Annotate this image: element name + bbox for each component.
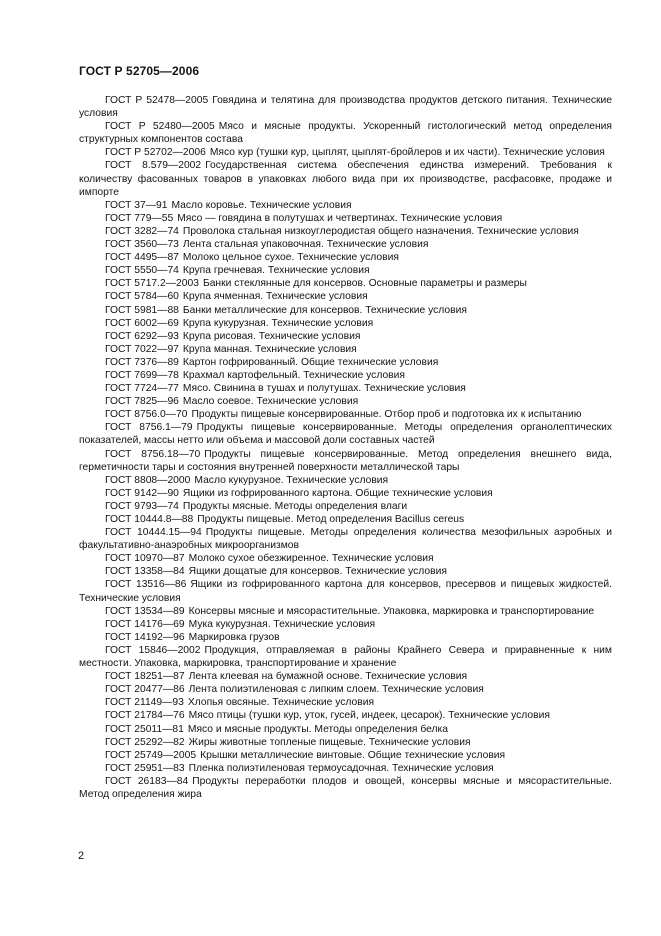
reference-code: ГОСТ 10444.15—94	[105, 527, 202, 539]
reference-item	[79, 723, 612, 736]
reference-title: Масло соевое. Технические условия	[182, 396, 359, 408]
reference-title: Консервы мясные и мясорастительные. Упаковка, маркировка и транспортирование	[188, 605, 595, 617]
reference-item	[79, 670, 612, 683]
reference-item	[79, 369, 612, 382]
reference-title: Банки металлические для консервов. Технические условия	[182, 304, 467, 316]
reference-title: Мясо и мясные продукты. Ускоренный гистологический метод определения структурных компонентов состава	[79, 121, 612, 146]
reference-title: Масло коровье. Технические условия	[171, 199, 352, 211]
reference-code: ГОСТ 10444.8—88	[105, 514, 194, 525]
reference-code: ГОСТ 4495—87	[105, 252, 179, 264]
reference-code: ГОСТ Р 52702—2006	[105, 147, 206, 159]
reference-code: ГОСТ 8756.1—79	[105, 422, 193, 434]
reference-item	[79, 749, 612, 762]
page-number: 2	[78, 850, 85, 862]
reference-item	[79, 238, 612, 251]
reference-title: Масло кукурузное. Технические условия	[194, 474, 389, 486]
reference-code: ГОСТ 21149—93	[105, 697, 184, 709]
reference-item	[79, 212, 612, 225]
reference-code: ГОСТ 5784—60	[105, 291, 179, 303]
reference-item	[79, 762, 612, 775]
reference-item	[79, 487, 612, 500]
reference-title: Продукция, отправляемая в районы Крайнего Севера и приравненные к ним местности. Упаковка, маркировка, транспортирование и хранение	[79, 644, 612, 670]
reference-code: ГОСТ 3560—73	[105, 239, 179, 251]
reference-code: ГОСТ 8756.0—70	[105, 409, 188, 421]
reference-title: Мясо птицы (тушки кур, уток, гусей, индеек, цесарок). Технические условия	[188, 710, 550, 722]
reference-title: Картон гофрированный. Общие технические условия	[182, 356, 439, 368]
reference-item	[79, 474, 612, 487]
reference-code: ГОСТ 25749—2005	[105, 749, 197, 761]
reference-item	[79, 683, 612, 696]
reference-code: ГОСТ 6292—93	[105, 330, 179, 342]
reference-code: ГОСТ 20477—86	[105, 684, 185, 696]
reference-code: ГОСТ 14192—96	[105, 631, 185, 643]
reference-item	[79, 317, 612, 330]
reference-title: Государственная система обеспечения единства измерений. Требования к количеству фасованных товаров в упаковках любого вида при их производстве, расфасовке, продаже и импорте	[79, 160, 612, 198]
reference-title: Ящики из гофрированного картона. Общие технические условия	[182, 487, 493, 499]
reference-title: Лента полиэтиленовая с липким слоем. Технические условия	[188, 684, 484, 696]
reference-item	[79, 251, 612, 264]
reference-item	[79, 565, 612, 578]
reference-title: Крупа рисовая. Технические условия	[182, 330, 361, 342]
reference-code: ГОСТ 7376—89	[105, 356, 179, 368]
reference-title: Молоко сухое обезжиренное. Технические условия	[188, 553, 434, 565]
reference-item	[79, 775, 612, 801]
reference-title: Пленка полиэтиленовая термоусадочная. Технические условия	[188, 762, 494, 774]
reference-item	[79, 644, 612, 670]
document-header: ГОСТ Р 52705—2006	[79, 64, 200, 78]
reference-item	[79, 709, 612, 722]
reference-code: ГОСТ 37—91	[105, 199, 168, 211]
reference-code: ГОСТ 7724—77	[105, 383, 179, 395]
reference-code: ГОСТ 21784—76	[105, 710, 185, 722]
reference-item	[79, 631, 612, 644]
reference-code: ГОСТ Р 52480—2005	[105, 121, 215, 133]
reference-item	[79, 290, 612, 303]
reference-title: Банки стеклянные для консервов. Основные параметры и размеры	[202, 278, 527, 290]
reference-title: Ящики дощатые для консервов. Технические условия	[188, 566, 447, 578]
reference-title: Продукты пищевые. Методы определения количества мезофильных аэробных и факультативно-анаэробных микроорганизмов	[79, 527, 612, 552]
reference-title: Крахмал картофельный. Технические условия	[182, 369, 405, 381]
reference-item	[79, 421, 612, 447]
reference-item	[79, 696, 612, 709]
reference-code: ГОСТ 13534—89	[105, 605, 185, 617]
reference-item	[79, 395, 612, 408]
reference-code: ГОСТ 7699—78	[105, 369, 179, 381]
reference-title: Мука кукурузная. Технические условия	[188, 618, 376, 630]
reference-item	[79, 382, 612, 395]
reference-title: Лента клеевая на бумажной основе. Технические условия	[188, 671, 468, 683]
reference-code: ГОСТ 15846—2002	[105, 644, 201, 656]
reference-item	[79, 408, 612, 421]
reference-code: ГОСТ 25292—82	[105, 736, 185, 748]
reference-title: Продукты переработки плодов и овощей, консервы мясные и мясорастительные. Метод определения жира	[79, 775, 612, 800]
reference-item	[79, 356, 612, 369]
reference-title: Хлопья овсяные. Технические условия	[187, 697, 375, 709]
reference-code: ГОСТ 5981—88	[105, 304, 179, 316]
reference-code: ГОСТ 8.579—2002	[105, 160, 202, 172]
reference-title: Ящики из гофрированного картона для консервов, пресервов и пищевых жидкостей. Технические условия	[79, 579, 612, 604]
reference-item	[79, 264, 612, 277]
reference-item	[79, 513, 612, 526]
reference-title: Молоко цельное сухое. Технические условия	[182, 252, 399, 264]
reference-code: ГОСТ Р 52478—2005	[105, 95, 209, 106]
reference-code: ГОСТ 13358—84	[105, 566, 185, 578]
reference-item	[79, 146, 612, 159]
reference-item	[79, 343, 612, 356]
normative-references-list	[79, 94, 612, 801]
reference-title: Продукты пищевые консервированные. Методы определения органолептических показателей, массы нетто или объема и массовой доли составных частей	[79, 422, 613, 447]
reference-code: ГОСТ 7022—97	[105, 343, 179, 355]
reference-title: Маркировка грузов	[188, 631, 280, 643]
reference-item	[79, 94, 612, 120]
reference-title: Крупа ячменная. Технические условия	[182, 291, 368, 303]
reference-item	[79, 199, 612, 212]
reference-item	[79, 618, 612, 631]
reference-code: ГОСТ 8808—2000	[105, 474, 191, 486]
reference-code: ГОСТ 5717.2—2003	[105, 278, 199, 290]
reference-title: Крупа гречневая. Технические условия	[182, 265, 370, 277]
reference-title: Продукты пищевые консервированные. Метод определения внешнего вида, герметичности тары и состояния внутренней поверхности металлической тары	[79, 448, 612, 473]
reference-title: Продукты пищевые консервированные. Отбор проб и подготовка их к испытанию	[191, 409, 582, 421]
reference-item	[79, 330, 612, 343]
reference-code: ГОСТ 6002—69	[105, 317, 179, 329]
reference-code: ГОСТ 25951—83	[105, 762, 185, 774]
reference-title: Мясо кур (тушки кур, цыплят, цыплят-бройлеров и их части). Технические условия	[209, 147, 605, 159]
reference-code: ГОСТ 3282—74	[105, 225, 179, 237]
reference-title: Продукты мясные. Методы определения влаги	[182, 500, 408, 512]
reference-title: Говядина и телятина для производства продуктов детского питания. Технические условия	[79, 95, 612, 120]
reference-title: Продукты пищевые. Метод определения Bacillus cereus	[197, 514, 465, 525]
reference-code: ГОСТ 779—55	[105, 212, 174, 224]
reference-item	[79, 736, 612, 749]
reference-title: Мясо. Свинина в тушах и полутушах. Технические условия	[182, 383, 466, 395]
reference-item	[79, 277, 612, 290]
reference-code: ГОСТ 25011—81	[105, 723, 184, 735]
reference-title: Проволока стальная низкоуглеродистая общего назначения. Технические условия	[182, 225, 579, 237]
reference-code: ГОСТ 9793—74	[105, 500, 179, 512]
reference-item	[79, 225, 612, 238]
reference-code: ГОСТ 8756.18—70	[105, 448, 201, 460]
reference-title: Крышки металлические винтовые. Общие технические условия	[200, 749, 506, 761]
reference-title: Крупа кукурузная. Технические условия	[182, 317, 374, 329]
reference-code: ГОСТ 13516—86	[105, 579, 187, 591]
reference-title: Жиры животные топленые пищевые. Технические условия	[188, 736, 471, 748]
reference-title: Крупа манная. Технические условия	[182, 343, 357, 355]
reference-code: ГОСТ 9142—90	[105, 487, 179, 499]
reference-title: Мясо — говядина в полутушах и четвертинах. Технические условия	[177, 212, 503, 224]
reference-item	[79, 448, 612, 474]
reference-code: ГОСТ 14176—69	[105, 618, 185, 630]
reference-code: ГОСТ 5550—74	[105, 265, 179, 277]
reference-title: Мясо и мясные продукты. Методы определения белка	[187, 723, 449, 735]
reference-title: Лента стальная упаковочная. Технические условия	[182, 239, 429, 251]
reference-item	[79, 605, 612, 618]
reference-item	[79, 159, 612, 198]
reference-item	[79, 526, 612, 552]
reference-item	[79, 552, 612, 565]
reference-code: ГОСТ 18251—87	[105, 671, 185, 683]
reference-item	[79, 120, 612, 146]
reference-code: ГОСТ 7825—96	[105, 396, 179, 408]
reference-item	[79, 578, 612, 604]
reference-item	[79, 304, 612, 317]
reference-code: ГОСТ 26183—84	[105, 775, 189, 787]
reference-code: ГОСТ 10970—87	[105, 553, 185, 565]
reference-item	[79, 500, 612, 513]
